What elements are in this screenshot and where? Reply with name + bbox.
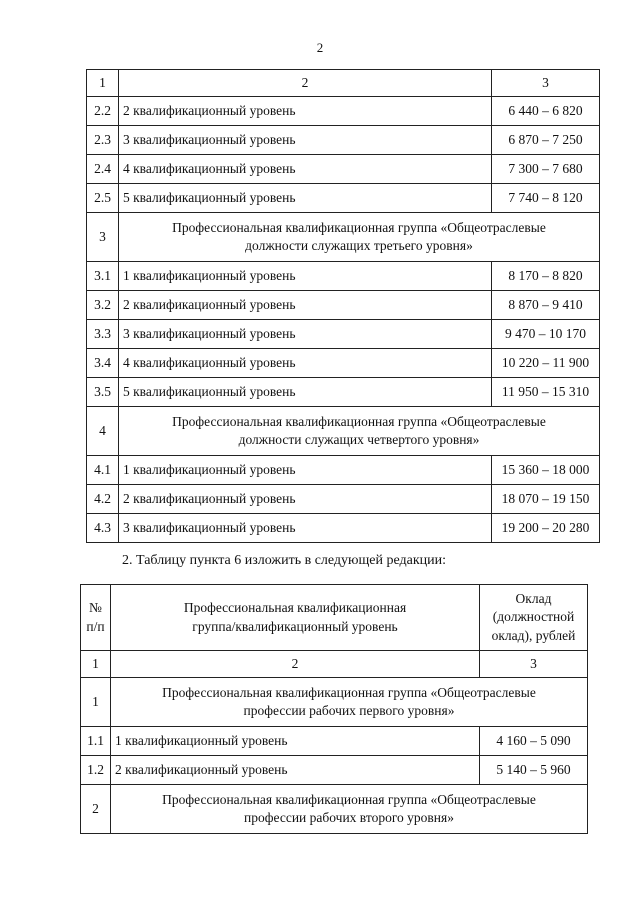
header-salary-column: [480, 585, 588, 651]
salary-range: 10 220 – 11 900: [492, 349, 600, 378]
row-number: 3.5: [87, 378, 119, 407]
salary-table-continued: [86, 69, 600, 543]
workers-salary-table-body: [81, 585, 588, 834]
workers-salary-table: [80, 584, 588, 834]
column-number-3: 3: [492, 70, 600, 97]
salary-range: 7 740 – 8 120: [492, 184, 600, 213]
salary-range: 19 200 – 20 280: [492, 514, 600, 543]
qualification-group-row: [87, 407, 600, 456]
row-number: 3.4: [87, 349, 119, 378]
table-row: [87, 378, 600, 407]
row-number: 2.4: [87, 155, 119, 184]
salary-range: 6 870 – 7 250: [492, 126, 600, 155]
qualification-level: 3 квалификационный уровень: [119, 320, 492, 349]
column-number-3: 3: [480, 651, 588, 678]
header-group-line: группа/квалификационный уровень: [192, 618, 398, 634]
header-group-column: [111, 585, 480, 651]
row-number: 2.3: [87, 126, 119, 155]
group-title-line: Профессиональная квалификационная группа «Общеотраслевые: [162, 684, 536, 700]
qualification-group-row: [81, 785, 588, 834]
table-row: [81, 756, 588, 785]
table-row: [81, 727, 588, 756]
column-numbering-row: [87, 70, 600, 97]
group-title-line: профессии рабочих первого уровня»: [243, 703, 455, 718]
table-row: [87, 262, 600, 291]
salary-range: 9 470 – 10 170: [492, 320, 600, 349]
column-number-1: 1: [81, 651, 111, 678]
page-number: 2: [316, 40, 324, 55]
table-row: [87, 349, 600, 378]
header-number-column: [81, 585, 111, 651]
qualification-level: 2 квалификационный уровень: [119, 97, 492, 126]
qualification-level: 4 квалификационный уровень: [119, 155, 492, 184]
column-number-1: 1: [87, 70, 119, 97]
row-number: 1.1: [81, 727, 111, 756]
salary-range: 5 140 – 5 960: [480, 756, 588, 785]
table-row: [87, 184, 600, 213]
header-salary-line: Оклад: [515, 591, 552, 607]
qualification-group-row: [87, 213, 600, 262]
header-number-line: №: [89, 600, 102, 616]
row-number: 4.1: [87, 456, 119, 485]
qualification-level: 1 квалификационный уровень: [119, 456, 492, 485]
group-title-line: Профессиональная квалификационная группа «Общеотраслевые: [172, 413, 546, 429]
group-number: 3: [87, 213, 119, 262]
table-row: [87, 485, 600, 514]
qualification-level: 3 квалификационный уровень: [119, 514, 492, 543]
salary-range: 8 170 – 8 820: [492, 262, 600, 291]
qualification-level: 4 квалификационный уровень: [119, 349, 492, 378]
table-row: [87, 97, 600, 126]
group-number: 4: [87, 407, 119, 456]
table-row: [87, 320, 600, 349]
group-number: 2: [81, 785, 111, 834]
column-numbering-row: [81, 651, 588, 678]
row-number: 4.2: [87, 485, 119, 514]
table-row: [87, 291, 600, 320]
group-title-line: Профессиональная квалификационная группа «Общеотраслевые: [162, 791, 536, 807]
column-number-2: 2: [119, 70, 492, 97]
group-title: [111, 678, 588, 727]
qualification-group-row: [81, 678, 588, 727]
salary-range: 11 950 – 15 310: [492, 378, 600, 407]
qualification-level: 5 квалификационный уровень: [119, 184, 492, 213]
group-title: [111, 785, 588, 834]
salary-range: 18 070 – 19 150: [492, 485, 600, 514]
row-number: 3.3: [87, 320, 119, 349]
column-number-2: 2: [111, 651, 480, 678]
salary-range: 15 360 – 18 000: [492, 456, 600, 485]
qualification-level: 2 квалификационный уровень: [119, 291, 492, 320]
table-row: [87, 155, 600, 184]
table-row: [87, 456, 600, 485]
instruction-paragraph: 2. Таблицу пункта 6 изложить в следующей редакции:: [122, 553, 447, 568]
qualification-level: 1 квалификационный уровень: [119, 262, 492, 291]
salary-table-body: [87, 70, 600, 543]
table-row: [87, 514, 600, 543]
qualification-level: 2 квалификационный уровень: [111, 756, 480, 785]
salary-range: 6 440 – 6 820: [492, 97, 600, 126]
header-salary-line: оклад), рублей: [491, 627, 576, 643]
header-group-line: Профессиональная квалификационная: [183, 600, 407, 616]
group-title-line: Профессиональная квалификационная группа «Общеотраслевые: [172, 219, 546, 235]
salary-range: 4 160 – 5 090: [480, 727, 588, 756]
table-row: [87, 126, 600, 155]
qualification-level: 5 квалификационный уровень: [119, 378, 492, 407]
salary-range: 8 870 – 9 410: [492, 291, 600, 320]
table-header-row: [81, 585, 588, 651]
qualification-level: 2 квалификационный уровень: [119, 485, 492, 514]
row-number: 1.2: [81, 756, 111, 785]
row-number: 2.5: [87, 184, 119, 213]
group-title-line: профессии рабочих второго уровня»: [244, 810, 454, 825]
group-title: [119, 213, 600, 262]
group-title-line: должности служащих третьего уровня»: [245, 238, 473, 253]
salary-range: 7 300 – 7 680: [492, 155, 600, 184]
header-salary-line: (должностной: [492, 609, 575, 625]
row-number: 3.1: [87, 262, 119, 291]
group-title: [119, 407, 600, 456]
qualification-level: 3 квалификационный уровень: [119, 126, 492, 155]
row-number: 4.3: [87, 514, 119, 543]
group-number: 1: [81, 678, 111, 727]
header-number-line: п/п: [86, 618, 105, 634]
row-number: 3.2: [87, 291, 119, 320]
row-number: 2.2: [87, 97, 119, 126]
group-title-line: должности служащих четвертого уровня»: [238, 432, 480, 447]
qualification-level: 1 квалификационный уровень: [111, 727, 480, 756]
